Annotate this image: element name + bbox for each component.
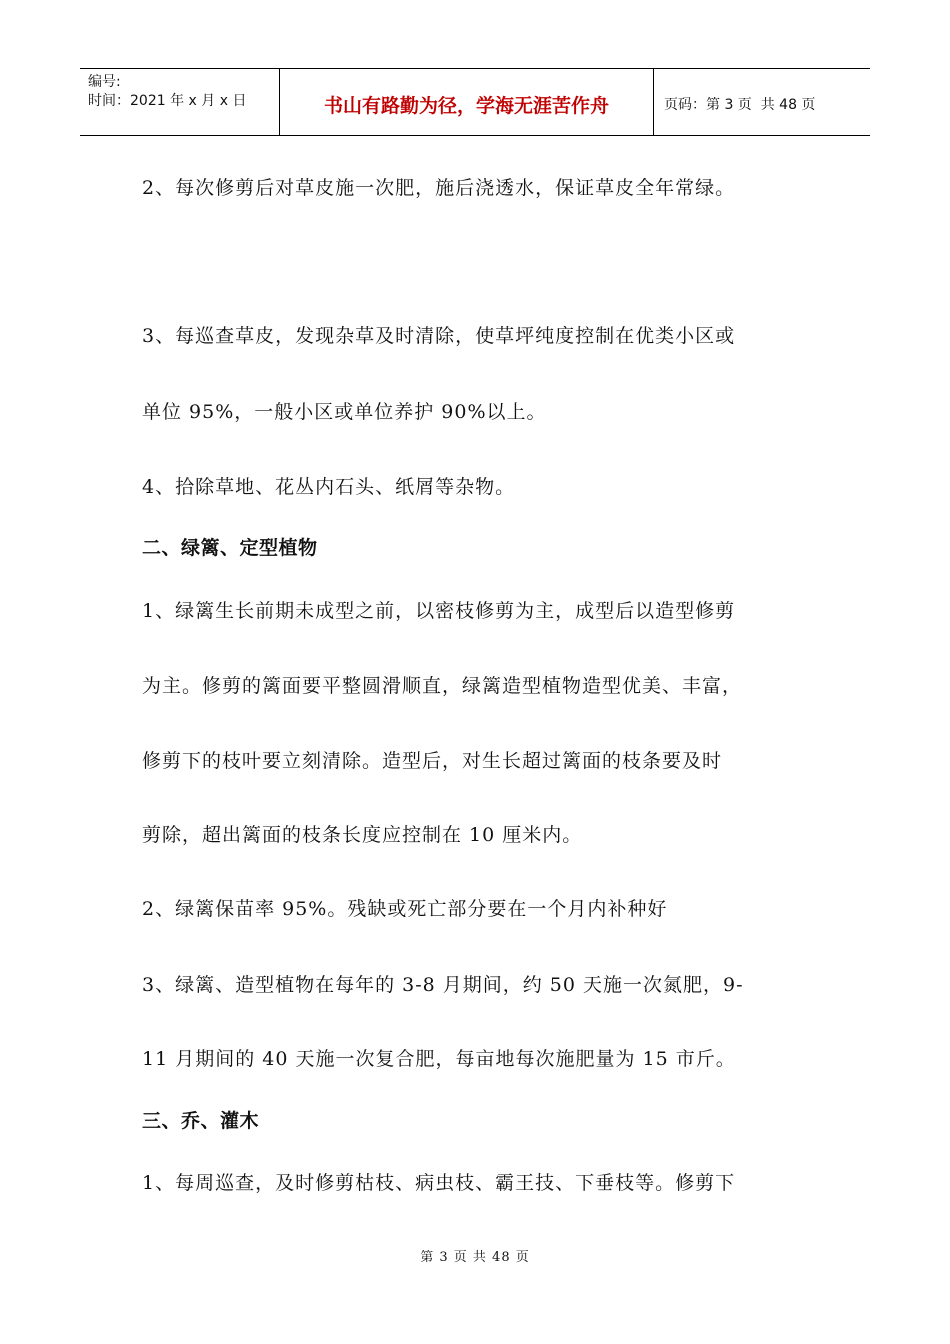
- page-header: [80, 68, 870, 136]
- paragraph-line: 修剪下的枝叶要立刻清除。造型后，对生长超过篱面的枝条要及时: [142, 750, 723, 772]
- document-date-label: 时间：2021 年 x 月 x 日: [88, 93, 247, 109]
- section-heading: 三、乔、灌木: [142, 1110, 260, 1132]
- header-page-label: 页码：第 3 页 共 48 页: [664, 97, 816, 113]
- page-footer: 第 3 页 共 48 页: [420, 1250, 530, 1265]
- section-heading: 二、绿篱、定型植物: [142, 537, 318, 559]
- paragraph-line: 3、绿篱、造型植物在每年的 3-8 月期间，约 50 天施一次氮肥，9-: [142, 974, 744, 996]
- paragraph-line: 3、每巡查草皮，发现杂草及时清除，使草坪纯度控制在优类小区或: [142, 325, 736, 347]
- paragraph-line: 11 月期间的 40 天施一次复合肥，每亩地每次施肥量为 15 市斤。: [142, 1048, 736, 1070]
- header-motto: 书山有路勤为径，学海无涯苦作舟: [280, 69, 654, 135]
- paragraph-line: 1、每周巡查，及时修剪枯枝、病虫枝、霸王技、下垂枝等。修剪下: [142, 1172, 736, 1194]
- paragraph-line: 4、拾除草地、花丛内石头、纸屑等杂物。: [142, 476, 516, 498]
- paragraph-line: 2、绿篱保苗率 95%。残缺或死亡部分要在一个月内补种好: [142, 898, 668, 920]
- paragraph-line: 2、每次修剪后对草皮施一次肥，施后浇透水，保证草皮全年常绿。: [142, 177, 736, 199]
- paragraph-line: 剪除，超出篱面的枝条长度应控制在 10 厘米内。: [142, 824, 583, 846]
- header-page-info: [654, 69, 870, 135]
- document-number-label: 编号:: [88, 74, 121, 90]
- paragraph-line: 1、绿篱生长前期未成型之前，以密枝修剪为主，成型后以造型修剪: [142, 600, 736, 622]
- paragraph-line: 为主。修剪的篱面要平整圆滑顺直，绿篱造型植物造型优美、丰富，: [142, 675, 743, 697]
- header-meta: [80, 69, 280, 135]
- paragraph-line: 单位 95%，一般小区或单位养护 90%以上。: [142, 401, 547, 423]
